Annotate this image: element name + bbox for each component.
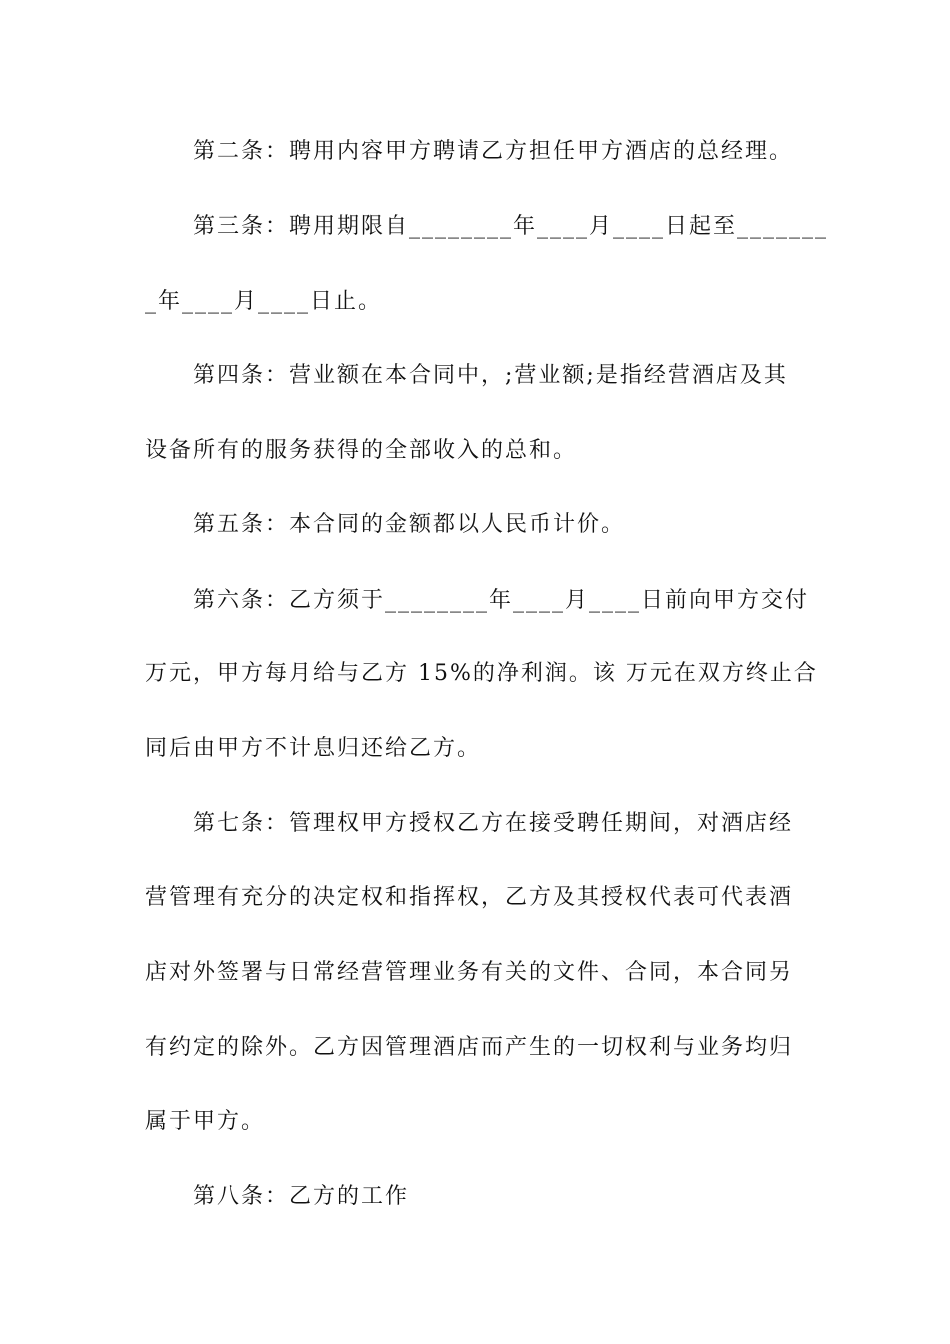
article-6-line-1: 第六条：乙方须于________年____月____日前向甲方交付 [193,588,810,613]
article-7-line-3: 店对外签署与日常经营管理业务有关的文件、合同，本合同另 [145,960,794,985]
article-2-line: 第二条：聘用内容甲方聘请乙方担任甲方酒店的总经理。 [193,139,794,164]
article-5-line: 第五条：本合同的金额都以人民币计价。 [193,512,626,537]
article-7-line-1: 第七条：管理权甲方授权乙方在接受聘任期间，对酒店经 [193,811,794,836]
article-4-line-1: 第四条：营业额在本合同中，;营业额;是指经营酒店及其 [193,363,788,388]
article-7-line-2: 营管理有充分的决定权和指挥权，乙方及其授权代表可代表酒 [145,885,794,910]
article-3-line-2: _年____月____日止。 [145,289,383,314]
article-7-line-5: 属于甲方。 [145,1109,266,1134]
article-6-line-3: 同后由甲方不计息归还给乙方。 [145,736,482,761]
article-7-line-4: 有约定的除外。乙方因管理酒店而产生的一切权利与业务均归 [145,1035,794,1060]
article-6-line-2: 万元，甲方每月给与乙方 15%的净利润。该 万元在双方终止合 [145,661,818,686]
article-8-line: 第八条：乙方的工作 [193,1184,410,1209]
article-3-line-1: 第三条：聘用期限自________年____月____日起至_______ [193,214,829,239]
article-4-line-2: 设备所有的服务获得的全部收入的总和。 [145,438,578,463]
